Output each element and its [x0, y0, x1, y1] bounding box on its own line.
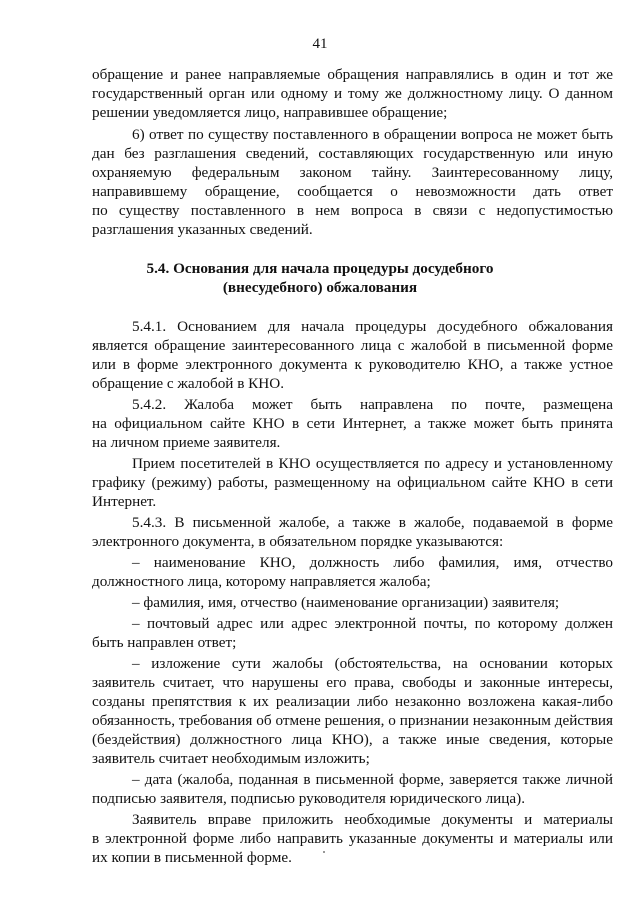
- text-line: подписью заявителя, подписью руководителя юридического лица).: [92, 790, 526, 807]
- list-item: – почтовый адрес или адрес электронной почты, по которому должен: [132, 615, 613, 632]
- text-line: должностного лица, которому направляется жалоба;: [92, 573, 431, 590]
- text-line: 5.4.2. Жалоба может быть направлена по почте, размещена: [132, 396, 613, 413]
- text-line: обращение с жалобой в КНО.: [92, 375, 285, 392]
- list-item: – дата (жалоба, поданная в письменной форме, заверяется также личной: [132, 771, 613, 788]
- text-line: графику (режиму) работы, размещенному на официальном сайте КНО в сети: [92, 474, 613, 491]
- text-line: является обращение заинтересованного лица с жалобой в письменной форме: [92, 337, 613, 354]
- text-line: на личном приеме заявителя.: [92, 434, 281, 451]
- text-line: по существу поставленного в нем вопроса в связи с недопустимостью: [92, 202, 613, 219]
- text-line: созданы препятствия к их реализации либо незаконно возложена какая-либо: [92, 693, 613, 710]
- text-line: 5.4.3. В письменной жалобе, а также в жалобе, подаваемой в форме: [132, 514, 613, 531]
- text-line: 5.4.1. Основанием для начала процедуры досудебного обжалования: [132, 318, 613, 335]
- text-line: обращение и ранее направляемые обращения направлялись в один и тот же: [92, 66, 613, 83]
- page-number: 41: [312, 36, 328, 52]
- text-line: или в форме электронного документа к руководителю КНО, а также устное: [92, 356, 613, 373]
- list-item: – фамилия, имя, отчество (наименование организации) заявителя;: [132, 594, 560, 611]
- text-line: на официальном сайте КНО в сети Интернет, а также может быть принята: [92, 415, 613, 432]
- text-line: в электронной форме либо направить указанные документы и материалы или: [92, 830, 613, 847]
- text-line: дан без разглашения сведений, составляющих государственную или иную: [92, 145, 613, 162]
- list-item: – наименование КНО, должность либо фамилия, имя, отчество: [132, 554, 613, 571]
- section-heading: 5.4. Основания для начала процедуры досудебного: [146, 260, 494, 277]
- text-line: 6) ответ по существу поставленного в обращении вопроса не может быть: [132, 126, 613, 143]
- text-line: заявитель считает необходимым изложить;: [92, 750, 370, 767]
- text-line: разглашения указанных сведений.: [92, 221, 313, 238]
- scan-speck: [323, 851, 325, 853]
- text-line: быть направлен ответ;: [92, 634, 237, 651]
- text-line: заявитель считает, что нарушены его права, свободы и законные интересы,: [92, 674, 613, 691]
- text-line: (бездействия) должностного лица КНО), а также иные сведения, которые: [92, 731, 613, 748]
- text-line: обязанность, требования об отмене решения, о признании незаконным действия: [92, 712, 613, 729]
- text-line: электронного документа, в обязательном порядке указываются:: [92, 533, 504, 550]
- text-line: решении уведомляется лицо, направившее обращение;: [92, 104, 448, 121]
- text-line: Прием посетителей в КНО осуществляется по адресу и установленному: [132, 455, 613, 472]
- list-item: – изложение сути жалобы (обстоятельства, на основании которых: [132, 655, 613, 672]
- text-line: охраняемую федеральным законом тайну. Заинтересованному лицу,: [92, 164, 613, 181]
- text-line: Интернет.: [92, 493, 157, 510]
- text-line: их копии в письменной форме.: [92, 849, 292, 866]
- text-line: государственный орган или одному и тому же должностному лицу. О данном: [92, 85, 613, 102]
- text-line: направившему обращение, сообщается о невозможности дать ответ: [92, 183, 613, 200]
- text-line: Заявитель вправе приложить необходимые документы и материалы: [132, 811, 613, 828]
- section-heading: (внесудебного) обжалования: [222, 279, 418, 296]
